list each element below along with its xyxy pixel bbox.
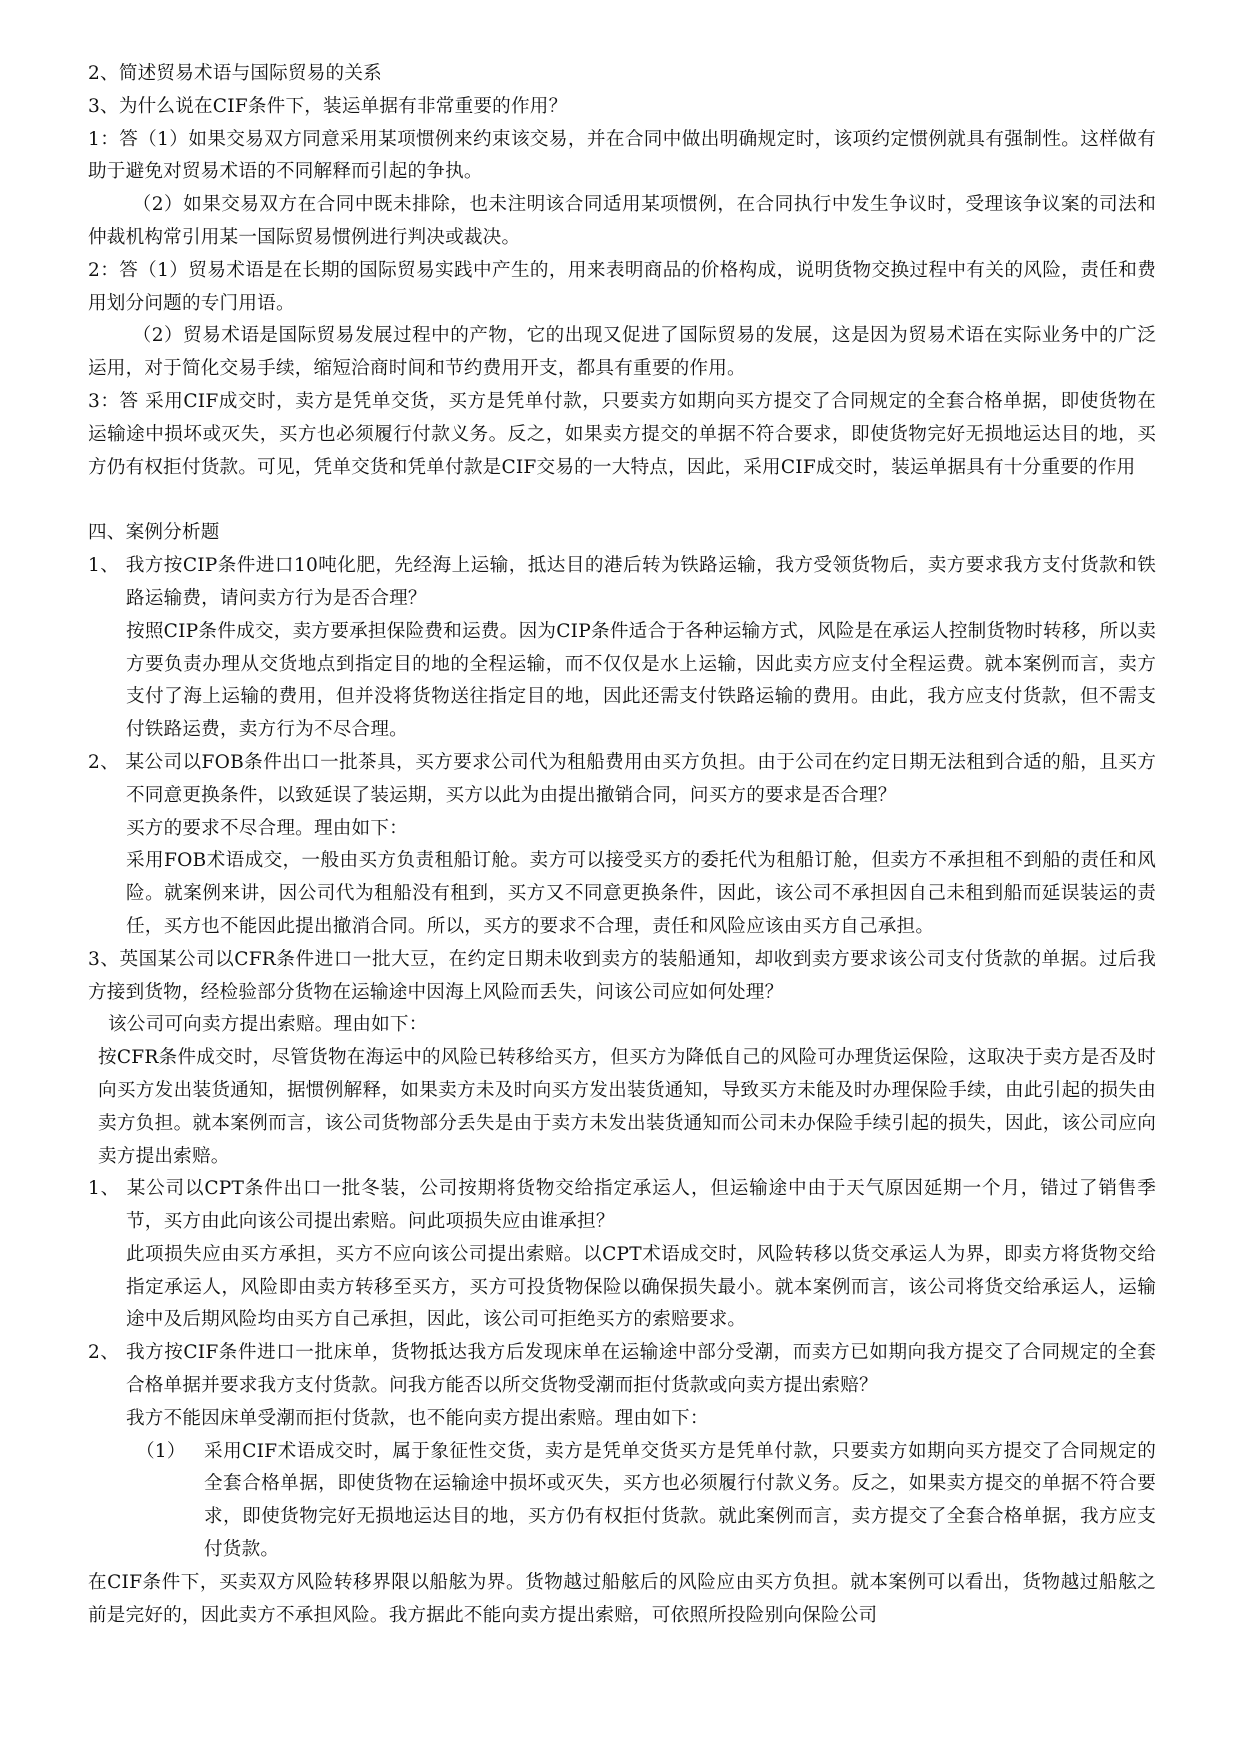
case-1-answer: 按照CIP条件成交，卖方要承担保险费和运费。因为CIP条件适合于各种运输方式，风险是在承运人控制货物时转移，所以卖方要负责办理从交货地点到指定目的地的全程运输，而不仅仅是水上运输，因此卖方应支付全程运费。就本案例而言，卖方支付了海上运输的费用，但并没将货物送往指定目的地，因此还需支付铁路运输的费用。由此，我方应支付货款，但不需支付铁路运费，卖方行为不尽合理。 [126, 620, 1156, 741]
section-4-title: 四、案例分析题 [88, 522, 220, 544]
case-2-answer-intro: 买方的要求不尽合理。理由如下： [126, 817, 408, 839]
case-3-answer-intro: 该公司可向卖方提出索赔。理由如下： [108, 1014, 428, 1036]
case-5-subpoint [88, 1436, 1156, 1567]
answer-2-part-2: （2）贸易术语是国际贸易发展过程中的产物，它的出现又促进了国际贸易的发展，这是因为贸易术语在实际业务中的广泛运用，对于简化交易手续，缩短洽商时间和节约费用开支，都具有重要的作用。 [88, 325, 1156, 380]
subpoint-number: （1） [136, 1440, 186, 1462]
answer-3: 3：答 采用CIF成交时，卖方是凭单交货，买方是凭单付款，只要卖方如期向买方提交了合同规定的全套合格单据，即使货物在运输途中损坏或灭失，买方也必须履行付款义务。反之，如果卖方提交的单据不符合要求，即使货物完好无损地运达目的地，买方仍有权拒付货款。可见，凭单交货和凭单付款是CIF交易的一大特点，因此，采用CIF成交时，装运单据具有十分重要的作用 [88, 390, 1156, 478]
question-2: 2、简述贸易术语与国际贸易的关系 [88, 63, 382, 84]
case-3-answer-body: 按CFR条件成交时，尽管货物在海运中的风险已转移给买方，但买方为降低自己的风险可办理货运保险，这取决于卖方是否及时向买方发出装货通知，据惯例解释，如果卖方未及时向买方发出装货通知，导致买方未能及时办理保险手续，由此引起的损失由卖方负担。就本案例而言，该公司货物部分丢失是由于卖方未发出装货通知而公司未办保险手续引起的损失，因此，该公司应向卖方提出索赔。 [98, 1047, 1156, 1167]
question-3: 3、为什么说在CIF条件下，装运单据有非常重要的作用？ [88, 95, 568, 117]
answer-1-part-1: 1：答（1）如果交易双方同意采用某项惯例来约束该交易，并在合同中做出明确规定时，该项约定惯例就具有强制性。这样做有助于避免对贸易术语的不同解释而引起的争执。 [88, 128, 1156, 183]
answer-2-part-1: 2：答（1）贸易术语是在长期的国际贸易实践中产生的，用来表明商品的价格构成，说明货物交换过程中有关的风险，责任和费用划分问题的专门用语。 [88, 259, 1156, 314]
case-3-question: 3、英国某公司以CFR条件进口一批大豆，在约定日期未收到卖方的装船通知，却收到卖方要求该公司支付货款的单据。过后我方接到货物，经检验部分货物在运输途中因海上风险而丢失，问该公司应如何处理？ [88, 948, 1156, 1003]
document-page [88, 58, 1156, 1632]
subpoint-text: 采用CIF术语成交时，属于象征性交货，卖方是凭单交货买方是凭单付款，只要卖方如期向买方提交了合同规定的全套合格单据，即使货物在运输途中损坏或灭失，买方也必须履行付款义务。反之，如果卖方提交的单据不符合要求，即使货物完好无损地运达目的地，买方仍有权拒付货款。就此案例而言，卖方提交了全套合格单据，我方应支付货款。 [204, 1440, 1156, 1561]
answer-1-part-2: （2）如果交易双方在合同中既未排除，也未注明该合同适用某项惯例，在合同执行中发生争议时，受理该争议案的司法和仲裁机构常引用某一国际贸易惯例进行判决或裁决。 [88, 194, 1156, 248]
case-1-question: 1、 我方按CIP条件进口10吨化肥，先经海上运输，抵达目的港后转为铁路运输，我方受领货物后，卖方要求我方支付货款和铁路运输费，请问卖方行为是否合理？ [88, 555, 1156, 609]
case-2-answer-body: 采用FOB术语成交，一般由买方负责租船订舱。卖方可以接受买方的委托代为租船订舱，但卖方不承担租不到船的责任和风险。就案例来讲，因公司代为租船没有租到，买方又不同意更换条件，因此，该公司不承担因自己未租到船而延误装运的责任，买方也不能因此提出撤消合同。所以，买方的要求不合理，责任和风险应该由买方自己承担。 [126, 850, 1156, 937]
case-5-answer-intro: 我方不能因床单受潮而拒付货款，也不能向卖方提出索赔。理由如下： [126, 1407, 709, 1429]
case-2-question: 2、 某公司以FOB条件出口一批茶具，买方要求公司代为租船费用由买方负担。由于公司在约定日期无法租到合适的船，且买方不同意更换条件，以致延误了装运期，买方以此为由提出撤销合同，问买方的要求是否合理？ [88, 751, 1156, 806]
case-4-question: 1、 某公司以CPT条件出口一批冬装，公司按期将货物交给指定承运人，但运输途中由于天气原因延期一个月，错过了销售季节，买方由此向该公司提出索赔。问此项损失应由谁承担？ [88, 1178, 1156, 1233]
section-spacer [88, 484, 1156, 517]
case-5-question: 2、 我方按CIF条件进口一批床单，货物抵达我方后发现床单在运输途中部分受潮，而卖方已如期向我方提交了合同规定的全套合格单据并要求我方支付货款。问我方能否以所交货物受潮而拒付货款或向卖方提出索赔？ [88, 1342, 1156, 1397]
case-4-answer: 此项损失应由买方承担，买方不应向该公司提出索赔。以CPT术语成交时，风险转移以货交承运人为界，即卖方将货物交给指定承运人，风险即由卖方转移至买方，买方可投货物保险以确保损失最小。就本案例而言，该公司将货交给承运人，运输途中及后期风险均由买方自己承担，因此，该公司可拒绝买方的索赔要求。 [126, 1243, 1156, 1331]
case-5-conclusion: 在CIF条件下，买卖双方风险转移界限以船舷为界。货物越过船舷后的风险应由买方负担。就本案例可以看出，货物越过船舷之前是完好的，因此卖方不承担风险。我方据此不能向卖方提出索赔，可依照所投险别向保险公司 [88, 1571, 1156, 1626]
